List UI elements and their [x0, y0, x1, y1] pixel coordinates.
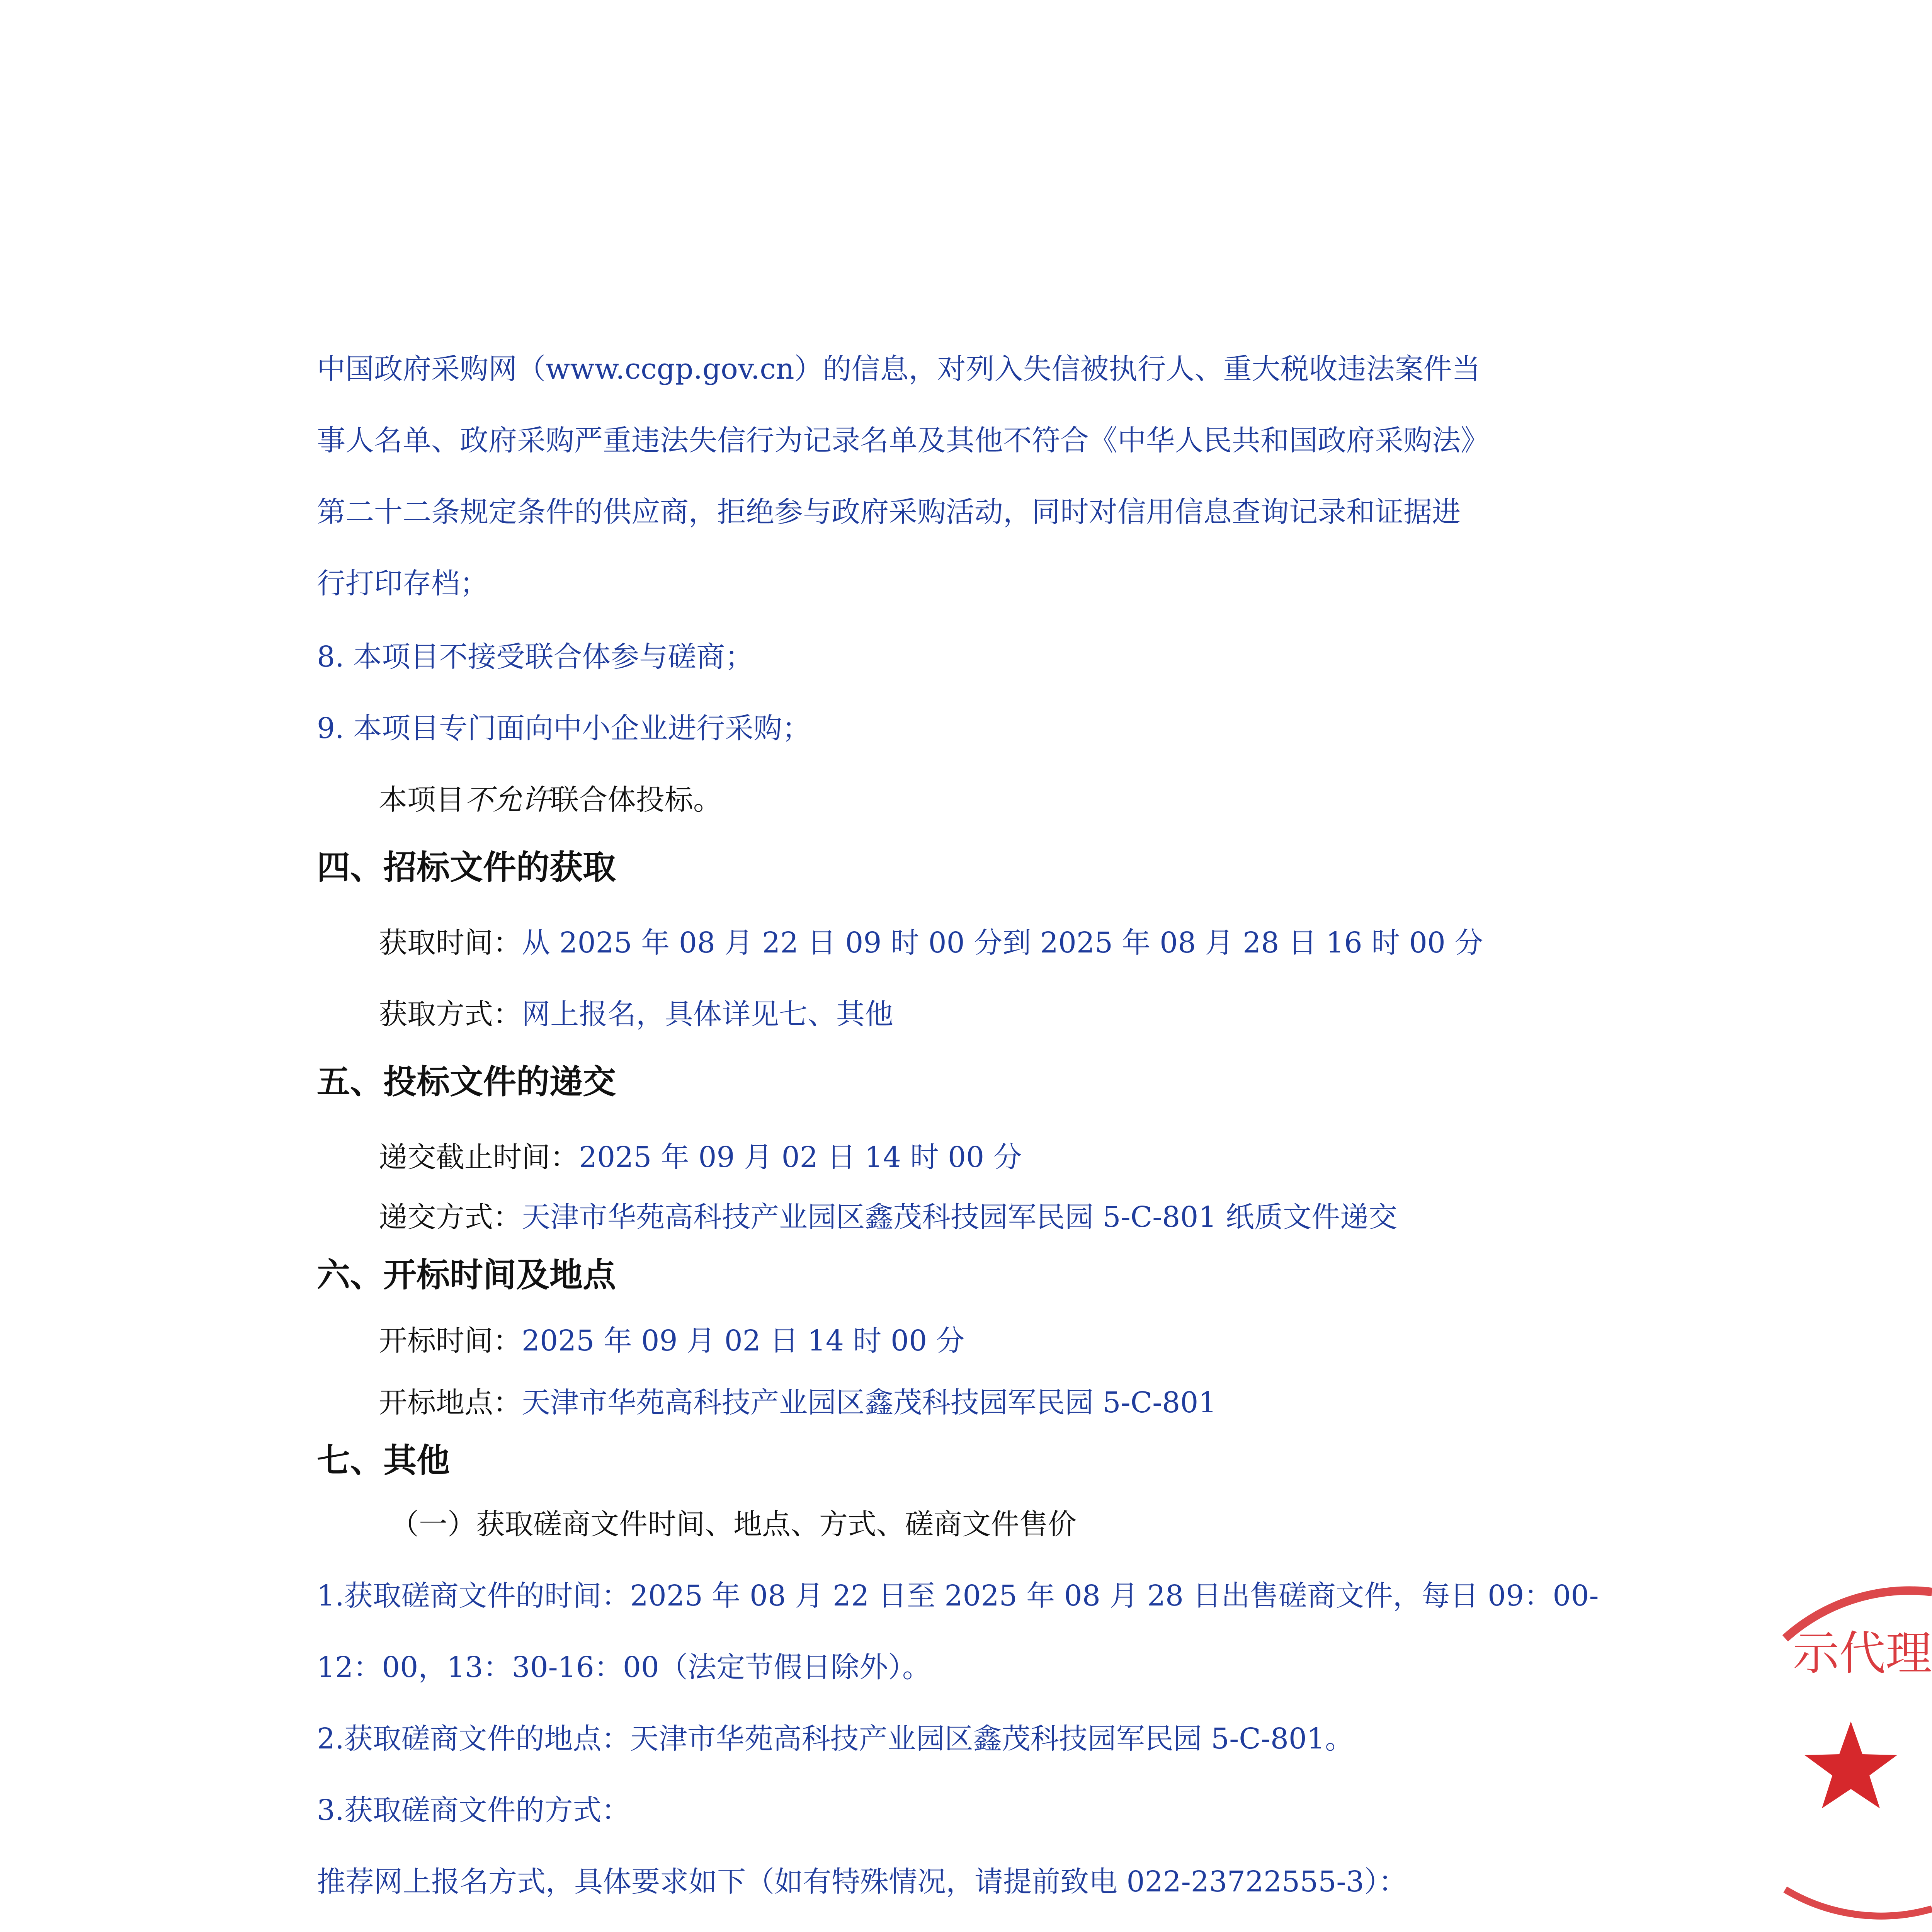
section-heading-5: 五、投标文件的递交	[317, 1063, 616, 1101]
section5-deadline-value: 2025 年 09 月 02 日 14 时 00 分	[579, 1141, 1022, 1174]
section5-method-value: 天津市华苑高科技产业园区鑫茂科技园军民园 5-C-801 纸质文件递交	[522, 1201, 1397, 1234]
section6-place-label: 开标地点：	[379, 1386, 522, 1419]
section6-place-value: 天津市华苑高科技产业园区鑫茂科技园军民园 5-C-801	[522, 1386, 1217, 1419]
section6-place	[379, 1383, 1216, 1422]
section-heading-6: 六、开标时间及地点	[317, 1256, 616, 1294]
paragraph-line: 事人名单、政府采购严重违法失信行为记录名单及其他不符合《中华人民共和国政府采购法》	[317, 424, 1489, 457]
section6-time	[379, 1321, 965, 1360]
section4-method	[379, 995, 893, 1034]
paragraph-line: 2.获取磋商文件的地点：天津市华苑高科技产业园区鑫茂科技园军民园 5-C-801。	[317, 1722, 1354, 1755]
section4-method-value: 网上报名，具体详见七、其他	[522, 998, 893, 1031]
section5-method-label: 递交方式：	[379, 1201, 522, 1234]
section-heading-4: 四、招标文件的获取	[317, 848, 616, 887]
section5-method	[379, 1198, 1397, 1236]
paragraph-line: 中国政府采购网（www.ccgp.gov.cn）的信息，对列入失信被执行人、重大税收违法案件当	[317, 352, 1481, 386]
list-item-8: 8. 本项目不接受联合体参与磋商；	[317, 640, 754, 673]
official-seal-stamp	[1770, 1569, 1932, 1924]
section7-subheading: （一）获取磋商文件时间、地点、方式、磋商文件售价	[390, 1508, 1077, 1541]
svg-text:示代理: 示代理	[1793, 1627, 1932, 1680]
paragraph-line: 3.获取磋商文件的方式：	[317, 1794, 630, 1827]
section-heading-7: 七、其他	[317, 1441, 450, 1480]
section4-time-label: 获取时间：	[379, 926, 522, 959]
paragraph-line: 1.获取磋商文件的时间：2025 年 08 月 22 日至 2025 年 08 月 28 日出售磋商文件，每日 09：00-	[317, 1579, 1599, 1612]
consortium-italic: 不允许	[464, 783, 550, 816]
section4-time-value: 从 2025 年 08 月 22 日 09 时 00 分到 2025 年 08 月 28 日 16 时 00 分	[522, 926, 1483, 959]
paragraph-line: 第二十二条规定条件的供应商，拒绝参与政府采购活动，同时对信用信息查询记录和证据进	[317, 495, 1461, 529]
section5-deadline	[379, 1138, 1022, 1177]
section6-time-value: 2025 年 09 月 02 日 14 时 00 分	[522, 1324, 965, 1357]
section4-time	[379, 923, 1483, 962]
consortium-prefix: 本项目	[379, 783, 464, 816]
section4-method-label: 获取方式：	[379, 998, 522, 1031]
paragraph-line: 12：00，13：30-16：00（法定节假日除外）。	[317, 1651, 931, 1684]
consortium-note	[379, 781, 722, 819]
section6-time-label: 开标时间：	[379, 1324, 522, 1357]
paragraph-line: 行打印存档；	[317, 567, 488, 600]
paragraph-line: 推荐网上报名方式，具体要求如下（如有特殊情况，请提前致电 022-23722555-3）：	[317, 1865, 1407, 1898]
section5-deadline-label: 递交截止时间：	[379, 1141, 579, 1174]
consortium-suffix: 联合体投标。	[550, 783, 722, 816]
list-item-9: 9. 本项目专门面向中小企业进行采购；	[317, 712, 811, 745]
